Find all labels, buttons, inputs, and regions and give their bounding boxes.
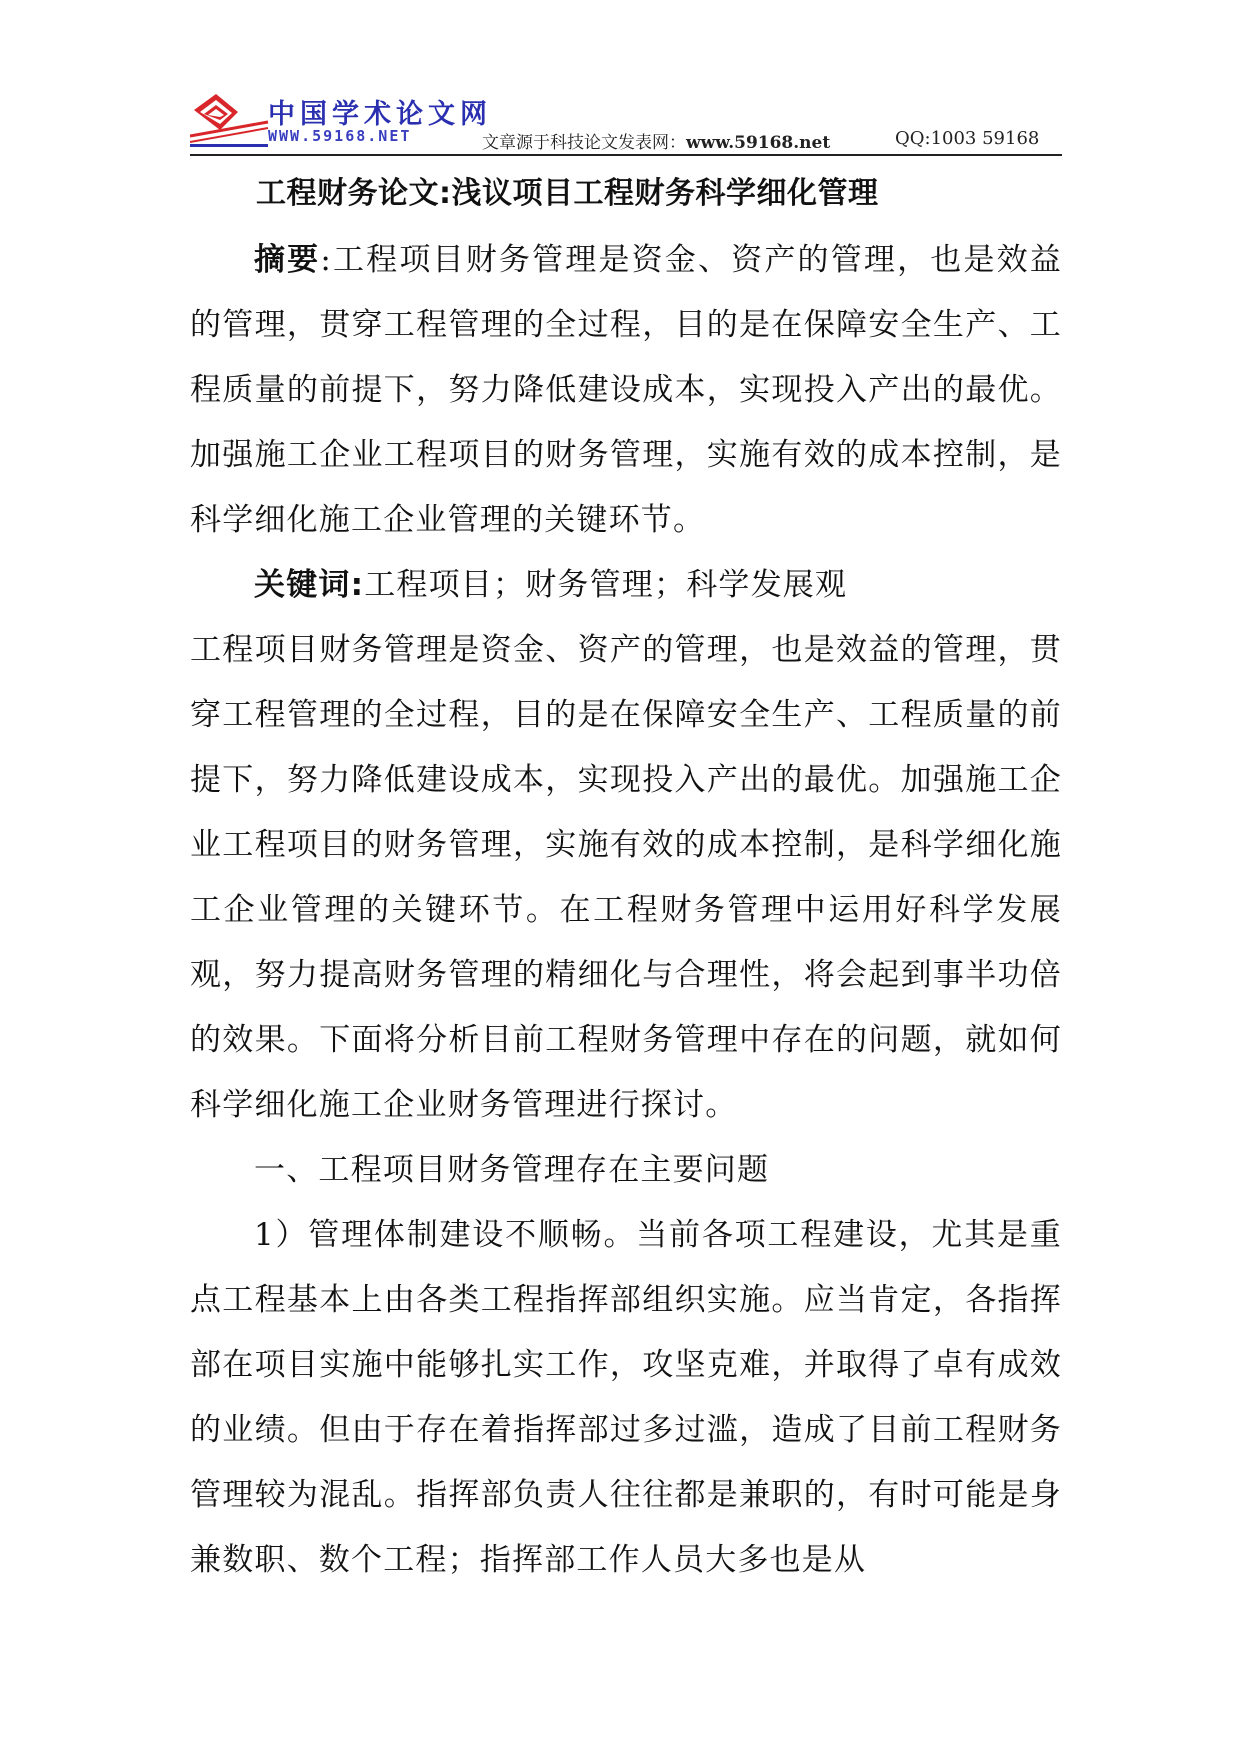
logo-text-cn: 中国学术论文网 [268, 99, 492, 130]
logo-text-en: WWW.59168.NET [268, 127, 412, 145]
qq-contact: QQ:1003 59168 [895, 128, 1040, 149]
source-notice [482, 128, 830, 153]
abstract-label: 摘要 [254, 242, 321, 278]
page-header [190, 88, 1062, 156]
document-body [190, 228, 1062, 1593]
source-label: 文章源于科技论文发表网： [482, 133, 686, 153]
section-heading: 一、工程项目财务管理存在主要问题 [254, 1152, 770, 1188]
body-paragraph-2: 1）管理体制建设不顺畅。当前各项工程建设，尤其是重点工程基本上由各类工程指挥部组织实施。应当肯定，各指挥部在项目实施中能够扎实工作，攻坚克难，并取得了卓有成效的业绩。但由于存在着指挥部过多过滥，造成了目前工程财务管理较为混乱。指挥部负责人往往都是兼职的，有时可能是身兼数职、数个工程；指挥部工作人员大多也是从 [190, 1217, 1062, 1578]
keywords-paragraph [190, 553, 1062, 618]
source-url-link[interactable]: www.59168.net [686, 133, 831, 153]
abstract-text: :工程项目财务管理是资金、资产的管理，也是效益的管理，贯穿工程管理的全过程，目的是在保障安全生产、工程质量的前提下，努力降低建设成本，实现投入产出的最优。加强施工企业工程项目的财务管理，实施有效的成本控制，是科学细化施工企业管理的关键环节。 [190, 242, 1063, 538]
keywords-label: 关键词: [254, 567, 365, 603]
logo-emblem-icon [190, 88, 270, 148]
body-paragraph-1: 工程项目财务管理是资金、资产的管理，也是效益的管理，贯穿工程管理的全过程，目的是在保障安全生产、工程质量的前提下，努力降低建设成本，实现投入产出的最优。加强施工企业工程项目的财务管理，实施有效的成本控制，是科学细化施工企业管理的关键环节。在工程财务管理中运用好科学发展观，努力提高财务管理的精细化与合理性，将会起到事半功倍的效果。下面将分析目前工程财务管理中存在的问题，就如何科学细化施工企业财务管理进行探讨。 [190, 632, 1062, 1123]
site-logo[interactable] [190, 88, 492, 148]
abstract-paragraph [190, 228, 1062, 553]
keywords-text: 工程项目；财务管理；科学发展观 [364, 567, 848, 603]
document-title: 工程财务论文:浅议项目工程财务科学细化管理 [256, 176, 879, 211]
